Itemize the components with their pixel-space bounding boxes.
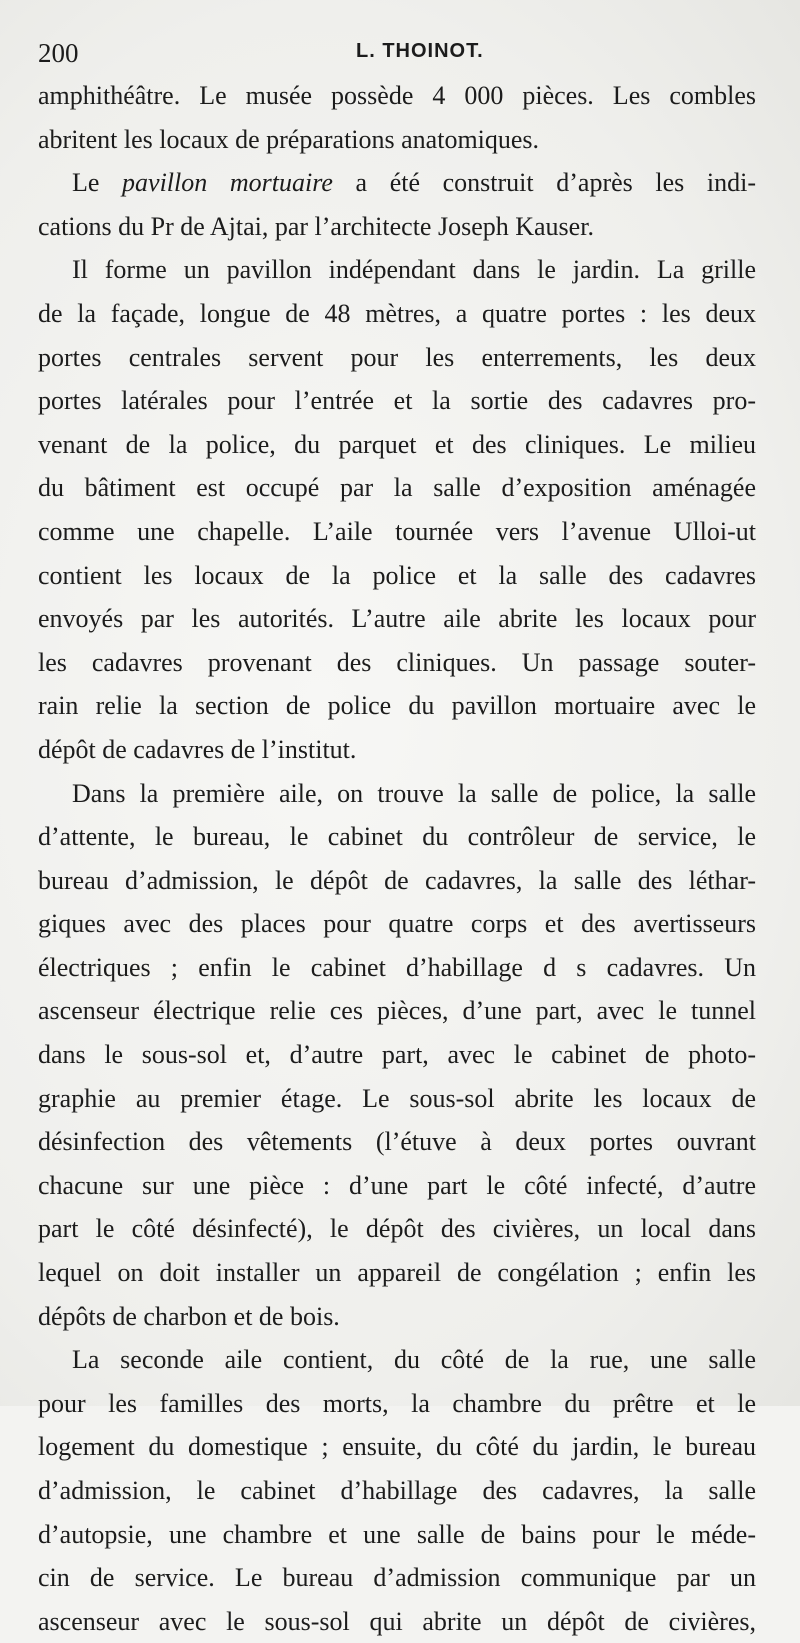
text-line: électriques ; enfin le cabinet d’habillage d s cadavres. Un [38,952,756,982]
text-line: La seconde aile contient, du côté de la rue, une salle [72,1345,756,1375]
page-number: 200 [38,38,79,68]
text-line: les cadavres provenant des cliniques. Un passage souter- [38,647,756,677]
text-line: Dans la première aile, on trouve la salle de police, la salle [72,778,756,808]
text-line: bureau d’admission, le dépôt de cadavres, la salle des léthar- [38,865,756,895]
text-segment: Le [72,168,123,198]
body-text [38,74,756,1643]
text-line: portes latérales pour l’entrée et la sortie des cadavres pro- [38,386,756,416]
text-line: giques avec des places pour quatre corps et des avertisseurs [38,909,756,939]
text-line: part le côté désinfecté), le dépôt des civières, un local dans [38,1214,756,1244]
text-line: chacune sur une pièce : d’une part le côté infecté, d’autre [38,1170,756,1200]
text-line: d’admission, le cabinet d’habillage des cadavres, la salle [38,1476,756,1505]
text-line: pour les familles des morts, la chambre du prêtre et le [38,1388,756,1418]
text-line: contient les locaux de la police et la salle des cadavres [38,560,756,590]
text-line: amphithéâtre. Le musée possède 4 000 pièces. Les combles [38,81,756,110]
text-line: du bâtiment est occupé par la salle d’exposition aménagée [38,473,756,503]
text-line: cin de service. Le bureau d’admission communique par un [38,1563,756,1593]
text-line: envoyés par les autorités. L’autre aile abrite les locaux pour [38,604,756,634]
page-header [38,38,768,68]
text-line: logement du domestique ; ensuite, du côté du jardin, le bureau [38,1432,756,1462]
text-line: rain relie la section de police du pavillon mortuaire avec le [38,691,756,721]
text-line: ascenseur avec le sous-sol qui abrite un dépôt de civières, [38,1606,756,1636]
text-line: Il forme un pavillon indépendant dans le jardin. La grille [72,255,756,285]
text-line: d’autopsie, une chambre et une salle de bains pour le méde- [38,1519,756,1549]
text-line: dans le sous-sol et, d’autre part, avec le cabinet de photo- [38,1040,756,1070]
text-line: venant de la police, du parquet et des cliniques. Le milieu [38,429,756,459]
text-line: lequel on doit installer un appareil de congélation ; enfin les [38,1258,756,1288]
text-line: désinfection des vêtements (l’étuve à deux portes ouvrant [38,1127,756,1157]
running-head: L. THOINOT. [356,40,484,62]
text-line: portes centrales servent pour les enterrements, les deux [38,342,756,372]
text-line: graphie au premier étage. Le sous-sol abrite les locaux de [38,1083,756,1113]
text-line: comme une chapelle. L’aile tournée vers l’avenue Ulloi-ut [38,516,756,546]
text-line: d’attente, le bureau, le cabinet du contrôleur de service, le [38,822,756,852]
text-line [38,161,756,205]
text-line: cations du Pr de Ajtai, par l’architecte Joseph Kauser. [38,211,594,241]
text-line: dépôt de cadavres de l’institut. [38,734,357,764]
text-line: de la façade, longue de 48 mètres, a quatre portes : les deux [38,298,756,328]
italic-term: pavillon mortuaire [122,168,333,198]
text-segment: a été construit d’après les indi- [332,168,756,198]
text-line: abritent les locaux de préparations anatomiques. [38,124,540,154]
text-line: ascenseur électrique relie ces pièces, d’une part, avec le tunnel [38,996,756,1026]
text-line: dépôts de charbon et de bois. [38,1301,340,1331]
